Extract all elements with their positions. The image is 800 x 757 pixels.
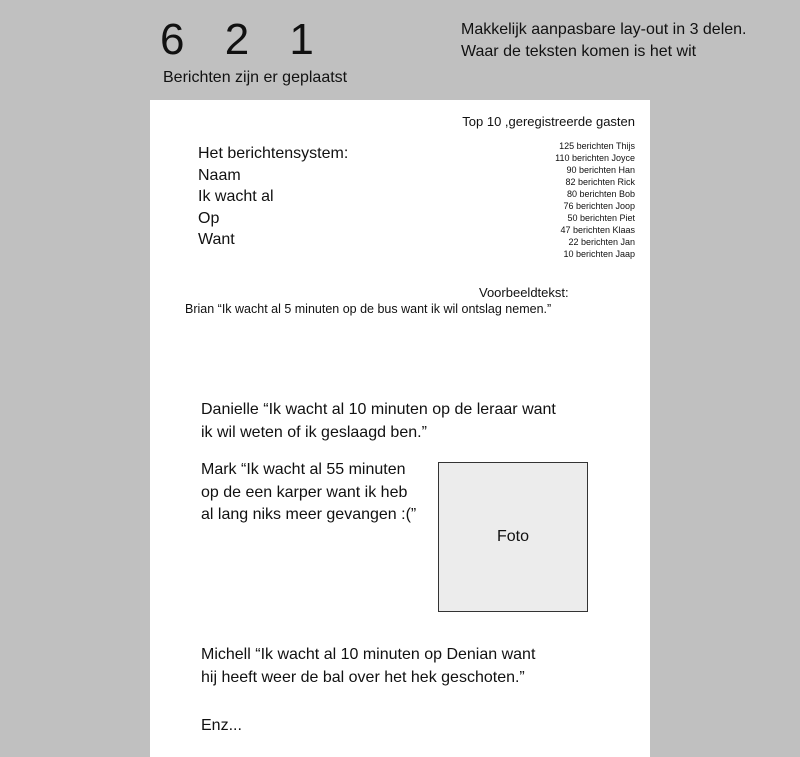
field-label-ik-wacht-al: Ik wacht al	[198, 188, 274, 205]
top10-entry: 110 berichten Joyce	[555, 153, 635, 163]
message-line: Michell “Ik wacht al 10 minuten op Denian want	[201, 646, 536, 663]
top10-entry: 47 berichten Klaas	[560, 225, 635, 235]
field-label-op: Op	[198, 209, 220, 227]
message-counter-caption: Berichten zijn er geplaatst	[163, 69, 348, 86]
message-line: Mark “Ik wacht al 55 minuten	[201, 461, 406, 478]
message-system-title: Het berichtensystem:	[198, 145, 349, 162]
field-label-naam: Naam	[198, 166, 241, 184]
top10-entry: 76 berichten Joop	[563, 201, 635, 211]
top10-title: Top 10 ,geregistreerde gasten	[462, 114, 635, 129]
example-text: Brian “Ik wacht al 5 minuten op de bus want ik wil ontslag nemen.”	[185, 302, 552, 316]
message-line: op de een karper want ik heb	[201, 483, 408, 501]
photo-label: Foto	[496, 528, 529, 545]
top10-list	[555, 140, 635, 260]
field-label-want: Want	[198, 231, 235, 248]
top10-entry: 82 berichten Rick	[565, 177, 635, 187]
example-label: Voorbeeldtekst:	[479, 285, 569, 300]
top10-entry: 90 berichten Han	[566, 165, 635, 175]
message-line: ik wil weten of ik geslaagd ben.”	[201, 423, 427, 441]
message-danielle	[201, 399, 556, 444]
content-panel	[150, 100, 650, 757]
top10-entry: 10 berichten Jaap	[563, 249, 635, 259]
layout-note	[461, 19, 747, 63]
message-line: hij heeft weer de bal over het hek geschoten.”	[201, 668, 525, 686]
message-counter: 6 2 1	[160, 15, 328, 64]
layout-note-line: Makkelijk aanpasbare lay-out in 3 delen.	[461, 21, 747, 38]
message-line: al lang niks meer gevangen :(”	[201, 506, 417, 523]
top10-entry: 22 berichten Jan	[568, 237, 635, 247]
message-line: Danielle “Ik wacht al 10 minuten op de leraar want	[201, 401, 556, 418]
more-messages: Enz...	[201, 717, 242, 734]
layout-note-line: Waar de teksten komen is het wit	[461, 43, 697, 60]
message-michell	[201, 644, 535, 689]
top10-entry: 125 berichten Thijs	[559, 141, 635, 151]
photo-placeholder	[438, 462, 588, 612]
top10-entry: 50 berichten Piet	[567, 213, 635, 223]
top10-entry: 80 berichten Bob	[566, 189, 635, 199]
message-system-description	[198, 143, 348, 251]
message-mark	[201, 459, 416, 527]
